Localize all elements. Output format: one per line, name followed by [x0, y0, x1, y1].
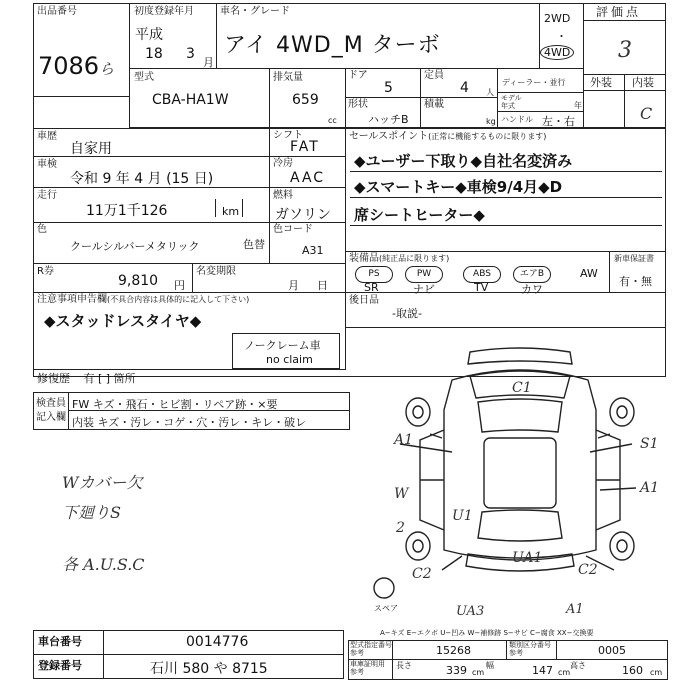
- sales-points-label: [349, 131, 546, 143]
- repair-label: [37, 373, 136, 385]
- drive-2wd: 2WD: [544, 12, 571, 25]
- color-label: 色: [37, 224, 47, 235]
- plate-label: 登録番号: [38, 659, 82, 672]
- chassis-value: 0014776: [186, 634, 249, 650]
- type-spec-label: [350, 641, 392, 657]
- displacement-value: 659: [292, 92, 319, 108]
- first-reg-label: 初度登録年月: [134, 6, 194, 17]
- inspector-label-1: 検査員: [36, 398, 66, 409]
- mileage-unit: km: [222, 205, 240, 218]
- inspector-row-fw: FW キズ・飛石・ヒビ割・リペア跡・×要: [72, 398, 278, 411]
- fuel-value: ガソリン: [275, 207, 331, 223]
- sales-points-title: セールスポイント: [349, 131, 429, 142]
- mark-a1-bottom: A1: [566, 602, 584, 617]
- mark-c2-left: C2: [412, 566, 432, 582]
- recycle-unit: 円: [174, 279, 185, 292]
- int-value: C: [640, 104, 653, 123]
- length-unit: cm: [472, 668, 485, 677]
- length-label: 長さ: [396, 661, 412, 670]
- class-spec-sub: 参考: [509, 649, 523, 657]
- equip-tv: TV: [474, 281, 489, 294]
- class-spec-value: 0005: [598, 644, 626, 657]
- recycle-value: 9,810: [118, 273, 159, 289]
- color-change-label: 色替: [243, 238, 265, 251]
- length-value: 339: [446, 664, 467, 677]
- shape-label: 形状: [348, 99, 368, 110]
- recycle-label: R券: [37, 266, 54, 277]
- repair-value: 有 [ ] 箇所: [83, 372, 136, 385]
- width-value: 147: [532, 664, 553, 677]
- name-change-unit: 月日: [288, 279, 346, 292]
- noclaim-jp: ノークレーム車: [244, 339, 321, 352]
- spare-label: スペア: [374, 604, 398, 613]
- doors-value: 5: [384, 80, 393, 96]
- model-value: アイ 4WD_M ターボ: [224, 33, 441, 58]
- mark-ua1-rear: UA1: [512, 550, 543, 566]
- aircon-value: AAC: [290, 170, 326, 186]
- equip-navi: ナビ: [413, 283, 435, 296]
- drive-dot: ・: [556, 30, 567, 43]
- score-label: 評価点: [596, 5, 642, 19]
- handle-label: ハンドル: [501, 115, 533, 124]
- aftermarket-value: -取説-: [392, 307, 422, 320]
- model-year-label: モデル年式: [501, 94, 522, 110]
- damage-legend: A−キズ E−エクボ U−凹み W−補修跡 S−サビ C−腐食 XX−交換要: [380, 629, 594, 637]
- type-spec-sub: 参考: [350, 649, 364, 657]
- capacity-unit: 人: [486, 88, 494, 97]
- mileage-label: 走行: [37, 190, 57, 201]
- class-spec-title: 類別区分番号: [509, 641, 551, 649]
- name-change-label: 名変期限: [196, 266, 236, 277]
- shape-value: ハッチB: [368, 113, 409, 126]
- color-code-label: 色コード: [273, 224, 313, 235]
- color-code-value: A31: [302, 244, 324, 257]
- sales-points-note: (正常に機能するものに限ります): [428, 132, 547, 141]
- equip-leather: カワ: [521, 283, 543, 296]
- load-unit: kg: [486, 117, 496, 126]
- aftermarket-label: 後日品: [349, 295, 379, 306]
- cert-label: [350, 660, 385, 676]
- equip-abs: ABS: [463, 266, 501, 283]
- equip-pw: PW: [405, 266, 443, 283]
- capacity-label: 定員: [424, 70, 444, 81]
- equip-sr: SR: [364, 281, 379, 294]
- lot-suffix: ら: [99, 60, 115, 78]
- type-value: CBA-HA1W: [152, 92, 229, 108]
- mileage-value: 11万1千126: [86, 203, 168, 219]
- cert-title: 車庫証明用: [350, 660, 385, 668]
- fuel-label: 燃料: [273, 190, 293, 201]
- remark-line-2: 下廻りS: [62, 503, 121, 522]
- first-reg-year: 18: [145, 46, 163, 62]
- first-reg-month-unit: 月: [203, 56, 214, 69]
- inspector-row-interior: 内装 キズ・汚レ・コゲ・穴・汚レ・キレ・破レ: [72, 416, 307, 429]
- ext-label: 外装: [590, 76, 612, 89]
- shift-value: FAT: [290, 139, 320, 155]
- height-value: 160: [622, 664, 643, 677]
- warranty-label: 新車保証書: [614, 254, 654, 263]
- inspection-label: 車検: [37, 159, 57, 170]
- equip-aw: AW: [580, 267, 598, 280]
- displacement-label: 排気量: [273, 72, 303, 83]
- height-label: 高さ: [570, 661, 586, 670]
- drive-4wd-selected: [540, 46, 574, 59]
- model-year-unit: 年: [574, 101, 582, 110]
- notes-label: [37, 294, 249, 306]
- notes-title: 注意事項申告欄: [37, 294, 107, 305]
- lot-number: [38, 52, 114, 80]
- shift-label: シフト: [273, 130, 303, 141]
- equip-airbag: エアB: [513, 266, 551, 283]
- handle-value: 左・右: [542, 115, 575, 128]
- mark-a1-left: A1: [394, 432, 414, 448]
- first-reg-era: 平成: [135, 27, 163, 43]
- color-value: クールシルバーメタリック: [70, 240, 200, 253]
- recycle-box: [33, 263, 193, 293]
- mark-c1-top: C1: [512, 380, 532, 396]
- mark-w-side: W: [394, 486, 409, 502]
- history-label: 車歴: [37, 131, 57, 142]
- equipment-note: (純正品に限ります): [379, 254, 450, 263]
- first-reg-month: 3: [186, 46, 195, 62]
- mark-2-side: 2: [396, 520, 405, 536]
- type-label: 型式: [134, 72, 154, 83]
- noclaim-en: no claim: [266, 353, 313, 366]
- notes-sublabel: (不具合内容は具体的に記入して下さい): [107, 295, 250, 304]
- sales-line-3: 席シートヒーター◆: [354, 206, 485, 224]
- model-label: 車名・グレード: [220, 6, 290, 17]
- type-spec-value: 15268: [436, 644, 471, 657]
- aftermarket-text: 取説: [395, 307, 418, 320]
- sales-line-2: ◆スマートキー◆車検9/4月◆D: [354, 178, 563, 196]
- displacement-unit: cc: [328, 116, 337, 125]
- history-value: 自家用: [70, 141, 112, 157]
- int-label: 内装: [632, 76, 654, 89]
- doors-label: ドア: [348, 70, 368, 81]
- chassis-label: 車台番号: [38, 635, 82, 648]
- load-label: 積載: [424, 99, 444, 110]
- score-value: 3: [618, 38, 632, 63]
- inspection-value: 令和 9 年 4 月 (15 日): [70, 171, 214, 187]
- mark-s1-right: S1: [640, 436, 659, 452]
- history-box: [33, 128, 270, 157]
- remark-line-1: Wカバー欠: [62, 473, 143, 492]
- width-unit: cm: [558, 668, 571, 677]
- plate-value: 石川 580 や 8715: [150, 661, 268, 677]
- warranty-value: 有・無: [619, 275, 652, 288]
- equipment-title: 装備品: [349, 253, 379, 264]
- dealer-label: ディーラー・並行: [502, 78, 566, 87]
- capacity-value: 4: [460, 80, 469, 96]
- class-spec-label: [509, 641, 551, 657]
- equip-ps: PS: [355, 266, 393, 283]
- equipment-label: [349, 253, 449, 265]
- lot-value: 7086: [38, 52, 100, 80]
- type-spec-title: 型式指定番号: [350, 641, 392, 649]
- mark-c2-right: C2: [578, 562, 598, 578]
- inspector-label-2: 記入欄: [36, 412, 66, 423]
- width-label: 幅: [486, 661, 494, 670]
- mark-ua3-bottom: UA3: [456, 604, 485, 619]
- height-unit: cm: [650, 668, 663, 677]
- mark-u1-roof: U1: [452, 508, 473, 524]
- aircon-label: 冷房: [273, 158, 293, 169]
- cert-sub: 参考: [350, 668, 364, 676]
- sales-line-1: ◆ユーザー下取り◆自社名変済み: [354, 152, 573, 170]
- repair-title: 修復歴: [37, 372, 70, 385]
- notes-value: ◆スタッドレスタイヤ◆: [44, 312, 202, 330]
- mark-a1-right: A1: [640, 480, 660, 496]
- lot-label: 出品番号: [37, 6, 77, 17]
- drive-4wd: 4WD: [540, 45, 574, 60]
- remark-line-3: 各 A.U.S.C: [62, 555, 145, 574]
